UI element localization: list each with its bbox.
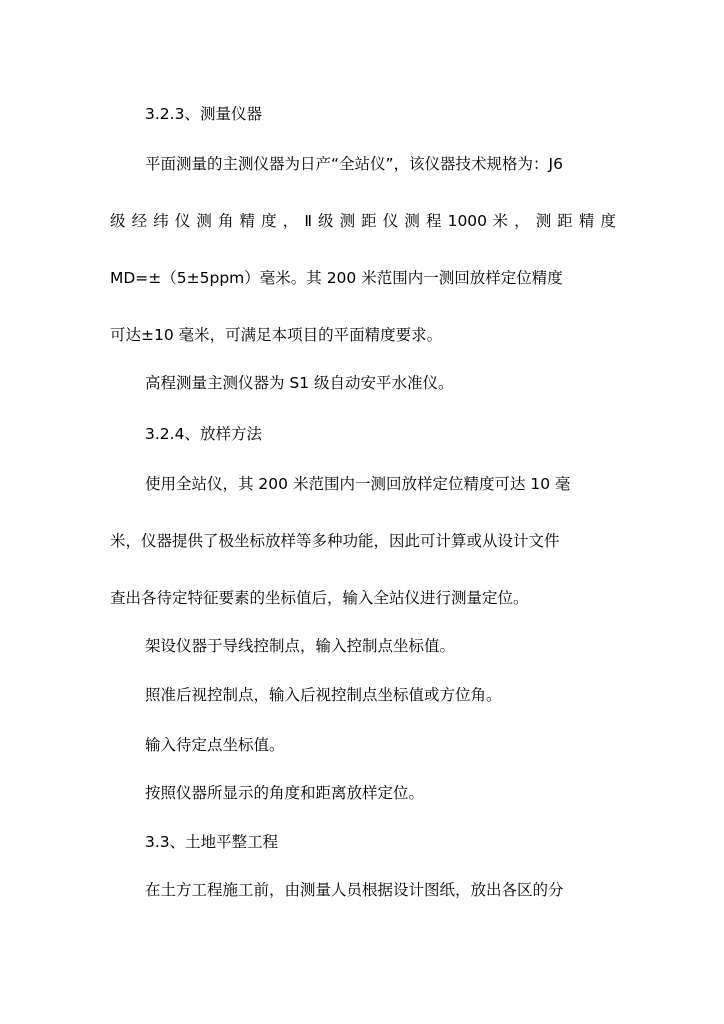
paragraph-line: 可达±10 毫米，可满足本项目的平面精度要求。 (110, 326, 443, 344)
paragraph-line: 高程测量主测仪器为 S1 级自动安平水准仪。 (145, 374, 454, 392)
paragraph-line: 在土方工程施工前，由测量人员根据设计图纸，放出各区的分 (145, 881, 564, 899)
paragraph-line: 米，仪器提供了极坐标放样等多种功能，因此可计算或从设计文件 (110, 532, 560, 550)
paragraph-line: 级 经 纬 仪 测 角 精 度 ， Ⅱ 级 测 距 仪 测 程 1000 米 ， 测 距 精 度 (110, 212, 616, 230)
paragraph-line: 输入待定点坐标值。 (145, 736, 285, 754)
paragraph-line: MD=±（5±5ppm）毫米。其 200 米范围内一测回放样定位精度 (110, 269, 563, 287)
section-heading-3-2-4: 3.2.4、放样方法 (145, 425, 262, 443)
paragraph-line: 架设仪器于导线控制点，输入控制点坐标值。 (145, 637, 456, 655)
paragraph-line: 使用全站仪，其 200 米范围内一测回放样定位精度可达 10 毫 (145, 475, 571, 493)
paragraph-line: 查出各待定特征要素的坐标值后，输入全站仪进行测量定位。 (110, 589, 529, 607)
section-heading-3-2-3: 3.2.3、测量仪器 (145, 105, 262, 123)
section-heading-3-3: 3.3、土地平整工程 (145, 833, 279, 851)
paragraph-line: 平面测量的主测仪器为日产“全站仪”，该仪器技术规格为：J6 (145, 155, 563, 173)
paragraph-line: 照准后视控制点，输入后视控制点坐标值或方位角。 (145, 686, 502, 704)
paragraph-line: 按照仪器所显示的角度和距离放样定位。 (145, 784, 425, 802)
